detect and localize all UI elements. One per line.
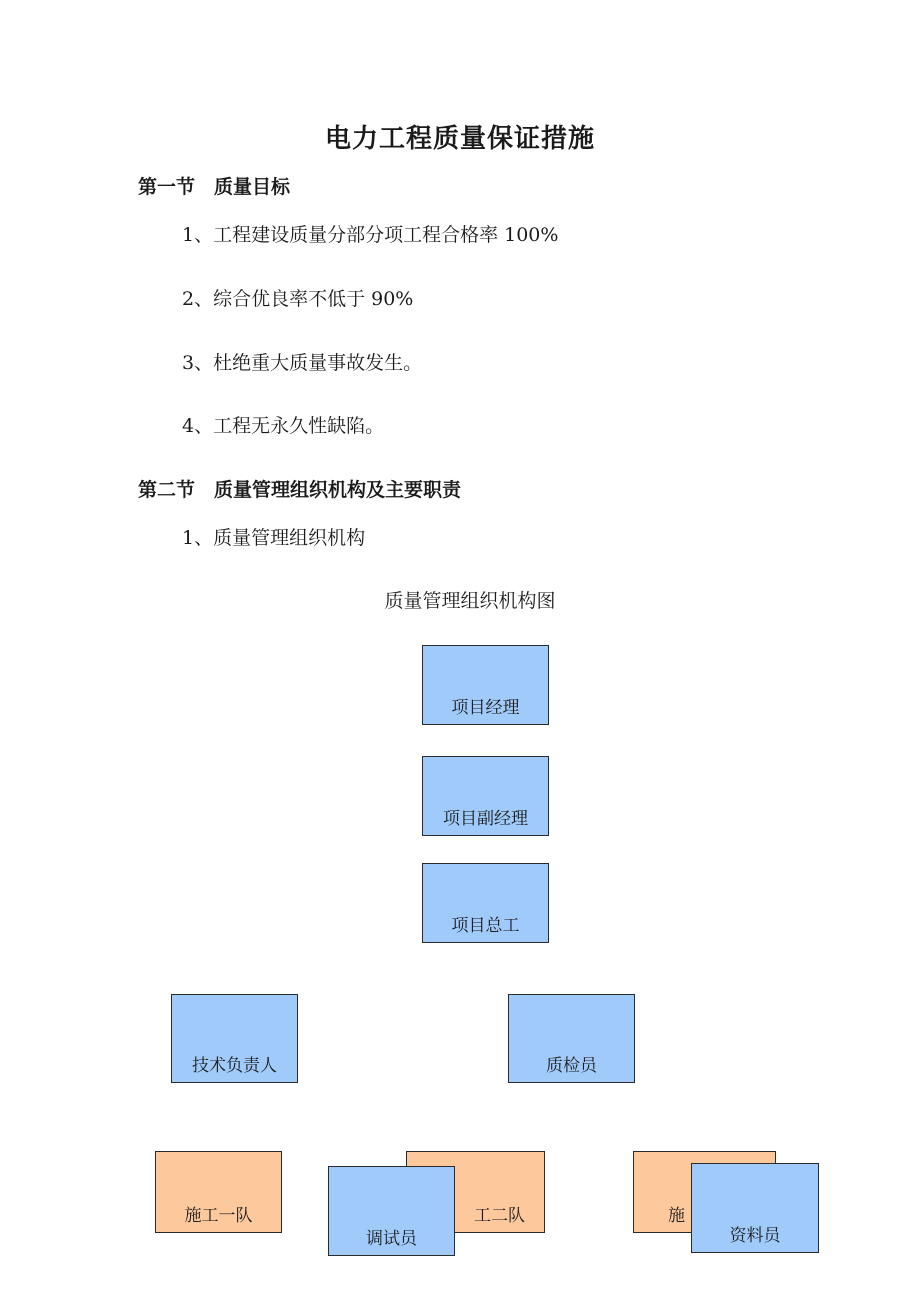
goal-item-2: 2、综合优良率不低于 90% [182, 288, 414, 310]
node-team-2: 工二队 [406, 1151, 545, 1233]
section-heading-organization: 第二节 质量管理组织机构及主要职责 [138, 479, 462, 501]
node-team-1: 施工一队 [155, 1151, 282, 1233]
org-chart-title: 质量管理组织机构图 [384, 590, 556, 612]
goal-item-3: 3、杜绝重大质量事故发生。 [182, 352, 423, 374]
node-tester: 调试员 [328, 1166, 455, 1256]
node-deputy-manager: 项目副经理 [422, 756, 549, 836]
node-technical-lead: 技术负责人 [171, 994, 298, 1083]
section-heading-quality-goals: 第一节 质量目标 [138, 176, 291, 198]
node-team-3: 施 [633, 1151, 776, 1233]
node-chief-engineer: 项目总工 [422, 863, 549, 943]
goal-item-1: 1、工程建设质量分部分项工程合格率 100% [182, 224, 559, 246]
org-item-1: 1、质量管理组织机构 [182, 527, 366, 549]
node-quality-inspector: 质检员 [508, 994, 635, 1083]
node-project-manager: 项目经理 [422, 645, 549, 725]
node-archivist: 资料员 [691, 1163, 819, 1253]
document-title: 电力工程质量保证措施 [324, 124, 595, 154]
goal-item-4: 4、工程无永久性缺陷。 [182, 415, 385, 437]
